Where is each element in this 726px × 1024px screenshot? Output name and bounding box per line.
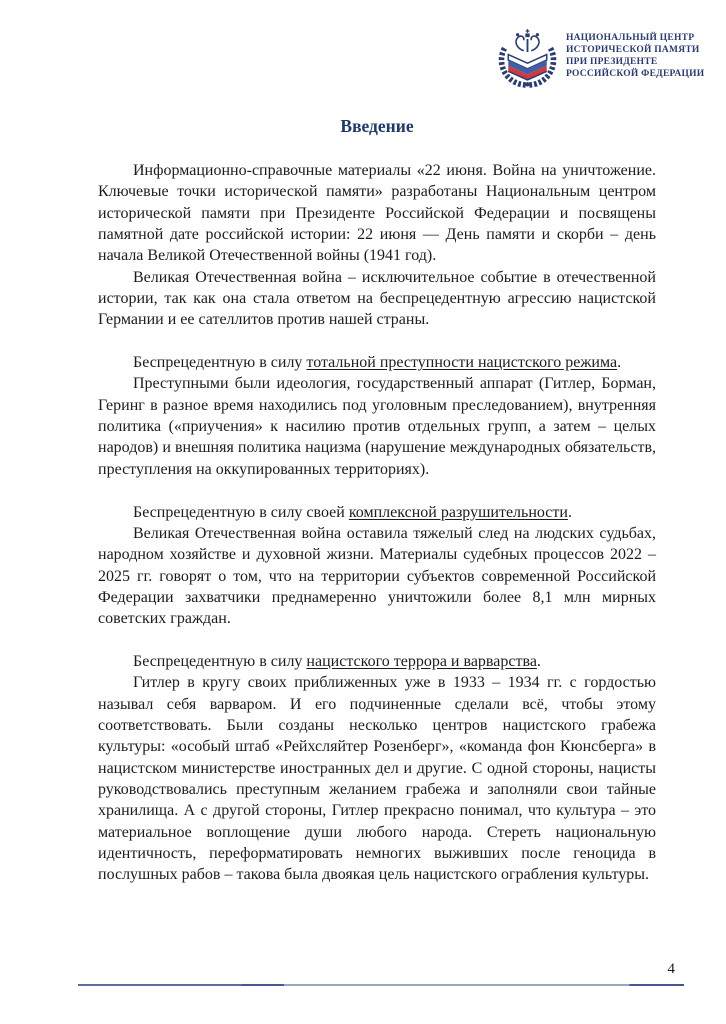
text-run: .	[567, 503, 572, 521]
text-run: Информационно-справочные материалы «22 июня. Война на уничтожение. Ключевые точки исторической памяти» разработаны Национальным центром исторической памяти при Президенте Российской Федерации и посвящены памятной дате российской истории: 22 июня — День памяти и скорби – день начала Великой Отечественной войны (1941 год).	[98, 162, 656, 265]
text-run: Беспрецедентную в силу своей	[133, 503, 349, 521]
text-run: Беспрецедентную в силу	[133, 354, 307, 372]
underlined-text: тотальной преступности нацистского режима	[306, 354, 618, 372]
paragraph	[98, 523, 656, 630]
paragraph	[98, 502, 656, 523]
paragraph	[98, 267, 656, 331]
org-name-line: ИСТОРИЧЕСКОЙ ПАМЯТИ	[566, 45, 700, 56]
page-title: Введение	[340, 116, 414, 136]
text-run: Преступными были идеология, государственный аппарат (Гитлер, Борман, Геринг в разное время находились под уголовным преследованием), внутренняя политика («приучения» к насилию против отдельных групп, а затем – целых народов) и внешняя политика нацизма (нарушение международных обязательств, преступления на оккупированных территориях).	[98, 375, 656, 478]
org-name-line: НАЦИОНАЛЬНЫЙ ЦЕНТР	[566, 33, 695, 44]
text-run: Великая Отечественная война – исключительное событие в отечественной истории, так как она стала ответом на беспрецедентную агрессию нацистской Германии и ее сателлитов против нашей страны.	[98, 268, 656, 329]
text-run: .	[536, 652, 541, 670]
org-name-line: ПРИ ПРЕЗИДЕНТЕ	[566, 57, 658, 67]
footer-rule	[78, 984, 684, 986]
underlined-text: комплексной разрушительности	[348, 503, 568, 521]
text-run: Великая Отечественная война оставила тяжелый след на людских судьбах, народном хозяйстве и духовной жизни. Материалы судебных процессов 2022 – 2025 гг. говорят о том, что на территории субъектов современной Российской Федерации захватчики преднамеренно уничтожили более 8,1 млн мирных советских граждан.	[98, 524, 656, 628]
paragraph	[98, 672, 656, 885]
paragraph	[98, 651, 656, 672]
text-run: Гитлер в кругу своих приближенных уже в 1933 – 1934 гг. с гордостью называл себя варваром. И его подчиненные сделали всё, чтобы этому соответствовать. Были созданы несколько центров нацистского грабежа культуры: «особый штаб «Рейхсляйтер Розенберг», «команда фон Кюнсберга» в нацистском министерстве иностранных дел и другие. С одной стороны, нацисты руководствовались преступным желанием грабежа и заполняли свои тайные хранилища. А с другой стороны, Гитлер прекрасно понимал, что культура – это материальное воплощение души любого народа. Стереть национальную идентичность, переформатировать немногих выживших после геноцида в послушных рабов – такова была двоякая цель нацистского ограбления культуры.	[98, 674, 656, 884]
underlined-text: нацистского террора и варварства	[306, 652, 537, 670]
paragraph	[98, 352, 656, 373]
org-name-line: РОССИЙСКОЙ ФЕДЕРАЦИИ	[566, 68, 705, 79]
text-run: Беспрецедентную в силу	[133, 652, 307, 670]
paragraph	[98, 160, 656, 267]
document-body	[98, 160, 656, 886]
text-run: .	[617, 354, 622, 372]
paragraph	[98, 373, 656, 480]
page-number: 4	[667, 961, 675, 977]
